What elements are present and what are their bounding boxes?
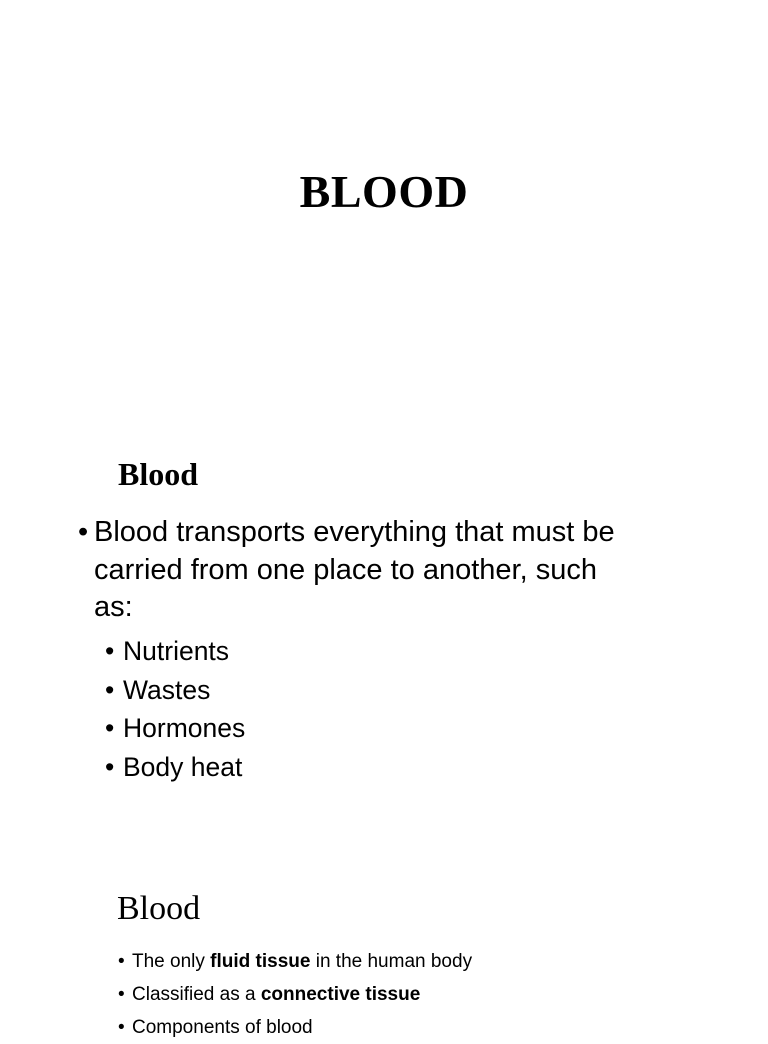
blood-transport-slide: [0, 410, 768, 850]
main-bullet: [78, 514, 638, 627]
main-bullet-text: Blood transports everything that must be carried from one place to another, such as:: [94, 516, 615, 623]
bullet-icon: •: [118, 984, 125, 1005]
bullet-icon: •: [118, 951, 125, 972]
bullet-icon: •: [78, 516, 89, 548]
list-item-text: Body heat: [123, 751, 243, 782]
list-item: [118, 978, 472, 1011]
slide-heading: Blood: [118, 456, 199, 492]
bullet-icon: •: [118, 1017, 125, 1038]
list-item-text-before: The only: [132, 951, 211, 972]
sub-bullet-list: [105, 632, 245, 786]
list-item-bold-text: connective tissue: [260, 984, 421, 1005]
list-item-text: Hormones: [123, 713, 246, 743]
title-slide: [0, 0, 768, 410]
bullet-icon: •: [105, 751, 115, 782]
list-item-text: Wastes: [123, 674, 211, 705]
list-item: [118, 945, 472, 978]
list-item-text-after: in the human body: [310, 951, 473, 972]
list-item-text-before: Classified as a: [132, 984, 261, 1005]
bullet-icon: •: [105, 713, 115, 743]
slide-heading: Blood: [117, 890, 201, 927]
list-item: [105, 671, 245, 710]
facts-list: [118, 945, 472, 1044]
blood-facts-slide: [0, 850, 768, 1038]
bullet-icon: •: [105, 636, 115, 666]
list-item-bold-text: fluid tissue: [210, 951, 311, 972]
list-item-text-before: Components of blood: [132, 1017, 313, 1038]
list-item: [105, 709, 245, 748]
list-item: [105, 748, 245, 787]
page-title: BLOOD: [299, 166, 469, 217]
list-item-text: Nutrients: [123, 636, 230, 666]
list-item: [118, 1011, 472, 1044]
bullet-icon: •: [105, 674, 115, 705]
list-item: [105, 632, 245, 671]
